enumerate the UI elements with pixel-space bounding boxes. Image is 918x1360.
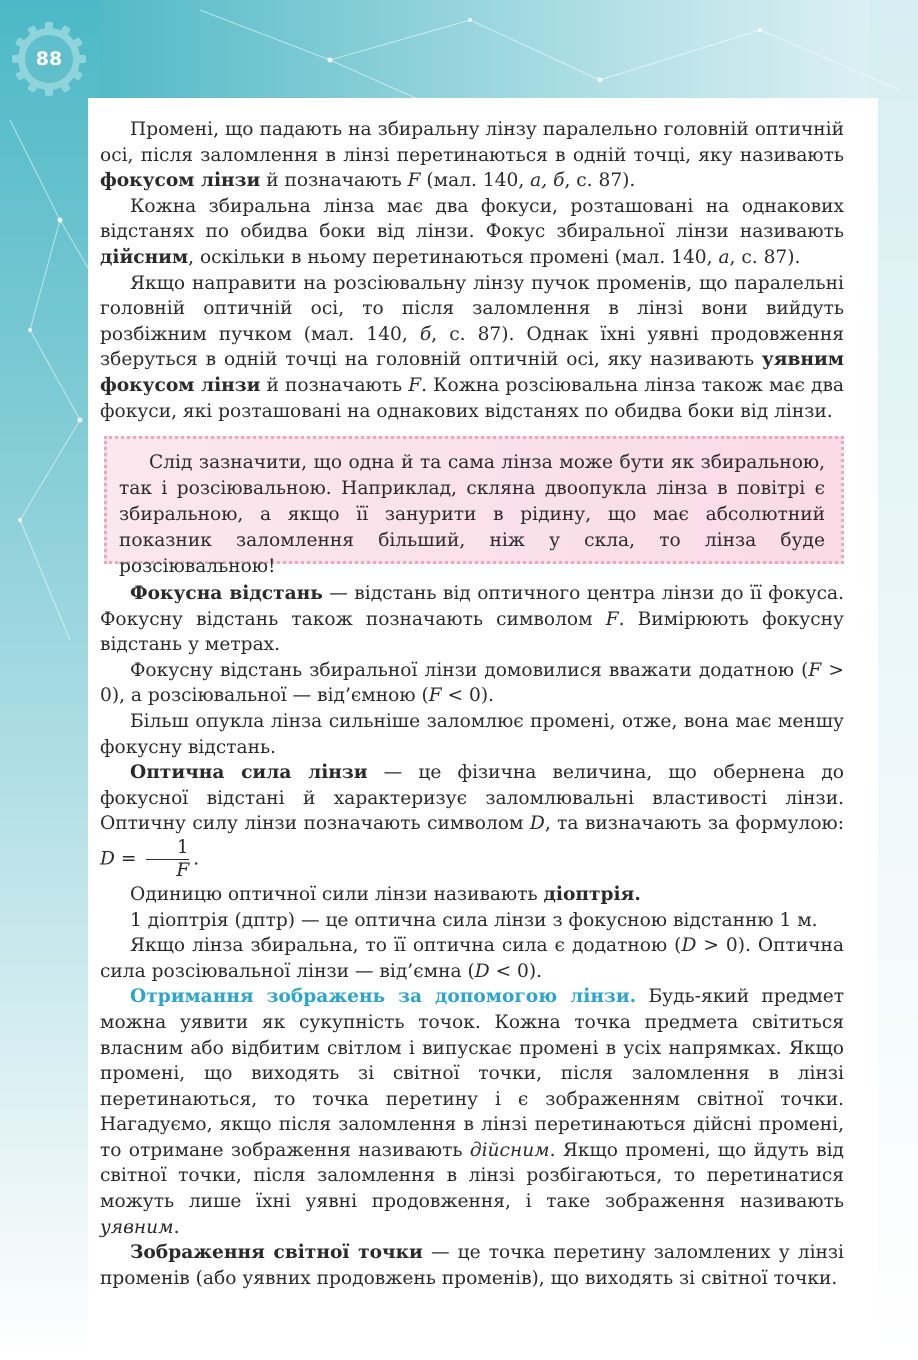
- term-diopter: діоптрія.: [543, 883, 641, 905]
- images-heading: Отримання зображень за допомогою лінзи.: [130, 986, 637, 1008]
- formula-fraction: [146, 837, 189, 882]
- paragraph-virtual-focus: Якщо направити на розсіювальну лінзу пучок променів, що паралельні головній оптичній осі, то після заломлення в лінзі вони вийдуть розбіжним пучком (мал. 140, б, с. 87). Однак їхні уявні продовження зберуться в одній точці на головній оптичній осі, яку називають уявним фокусом лінзи й позначають F. Кожна розсіювальна лінза також має два фокуси, які розташовані на однакових відстанях по обидва боки від лінзи.: [100, 272, 844, 422]
- paragraph-diopter: 1 діоптрія (дптр) — це оптична сила лінзи з фокусною відстанню 1 м.: [130, 909, 818, 931]
- formula-denominator: F: [146, 859, 189, 882]
- paragraph-images: Отримання зображень за допомогою лінзи. Будь-який предмет можна уявити як сукупність точок. Кожна точка предмета світиться власним або відбитим світлом і випускає промені в усіх напрямках. Якщо промені, що виходять зі світної точки, після заломлення в лінзі перетинаються, то точка перетину і є зображенням світної точки. Нагадуємо, якщо після заломлення в лінзі перетинаються дійсні промені, то отримане зображення називають дійсним. Якщо промені, що йдуть від світної точки, після заломлення в лінзі розбігаються, то перетинатися можуть лише їхні уявні продовження, і таке зображення називають уявним.: [100, 986, 844, 1238]
- note-text: Слід зазначити, що одна й та сама лінза може бути як збиральною, так і розсіювальною. Наприклад, скляна двоопукла лінза в повітрі є збиральною, а якщо її занурити в рідину, що має абсолютний показник заломлення більший, ніж у скла, то лінза буде розсіювальною!: [119, 452, 825, 577]
- paragraph-unit: Одиницю оптичної сили лінзи називають діоптрія.: [130, 883, 641, 905]
- term-optical-power: Оптична сила лінзи: [130, 762, 368, 784]
- formula-lhs: D: [100, 848, 115, 870]
- term-real: дійсним: [100, 246, 189, 268]
- intro-text: [100, 117, 844, 424]
- note-box: [104, 436, 844, 577]
- paragraph-real-focus: Кожна збиральна лінза має два фокуси, розташовані на однакових відстанях по обидва боки від лінзи. Фокус збиральної лінзи називають дійсним, оскільки в ньому перетинаються промені (мал. 140, а, с. 87).: [100, 195, 844, 268]
- term-point-image: Зображення світної точки: [130, 1242, 423, 1264]
- term-focal-length: Фокусна відстань: [130, 583, 323, 604]
- paragraph-focus: Промені, що падають на збиральну лінзу паралельно головній оптичній осі, після заломлення в лінзі перетинаються в одній точці, яку називають фокусом лінзи й позначають F (мал. 140, а, б, с. 87).: [100, 119, 844, 192]
- term-virtual-focus: уявним фокусом лінзи: [100, 349, 844, 396]
- paragraph-focal-length: Фокусна відстань — відстань від оптичного центра лінзи до її фокуса. Фокусну відстань також позначають символом F. Вимірюють фокусну відстань у метрах.: [100, 583, 844, 656]
- paragraph-power-sign: Якщо лінза збиральна, то її оптична сила є додатною (D > 0). Оптична сила розсіювальної лінзи — від’ємна (D < 0).: [100, 935, 844, 982]
- page-number: 88: [35, 48, 63, 70]
- paragraph-sign: Фокусну відстань збиральної лінзи домовилися вважати додатною (F > 0), а розсіювальної — від’ємною (F < 0).: [100, 659, 844, 707]
- paragraph-convex: Більш опукла лінза сильніше заломлює промені, отже, вона має меншу фокусну відстань.: [100, 710, 844, 758]
- paragraph-optical-power: Оптична сила лінзи — це фізична величина, що обернена до фокусної відстані й характеризує заломлювальні властивості лінзи. Оптичну силу лінзи позначають символом D, та визначають за формулою: D = $\frac{1}{F}$ .: [100, 762, 844, 881]
- paragraph-point-image: Зображення світної точки — це точка перетину заломлених у лінзі променів (або уявних продовжень променів), що виходять зі світної точки.: [100, 1242, 844, 1289]
- term-focus: фокусом лінзи: [100, 170, 261, 192]
- formula-numerator: 1: [176, 836, 189, 858]
- main-text: [100, 581, 844, 1291]
